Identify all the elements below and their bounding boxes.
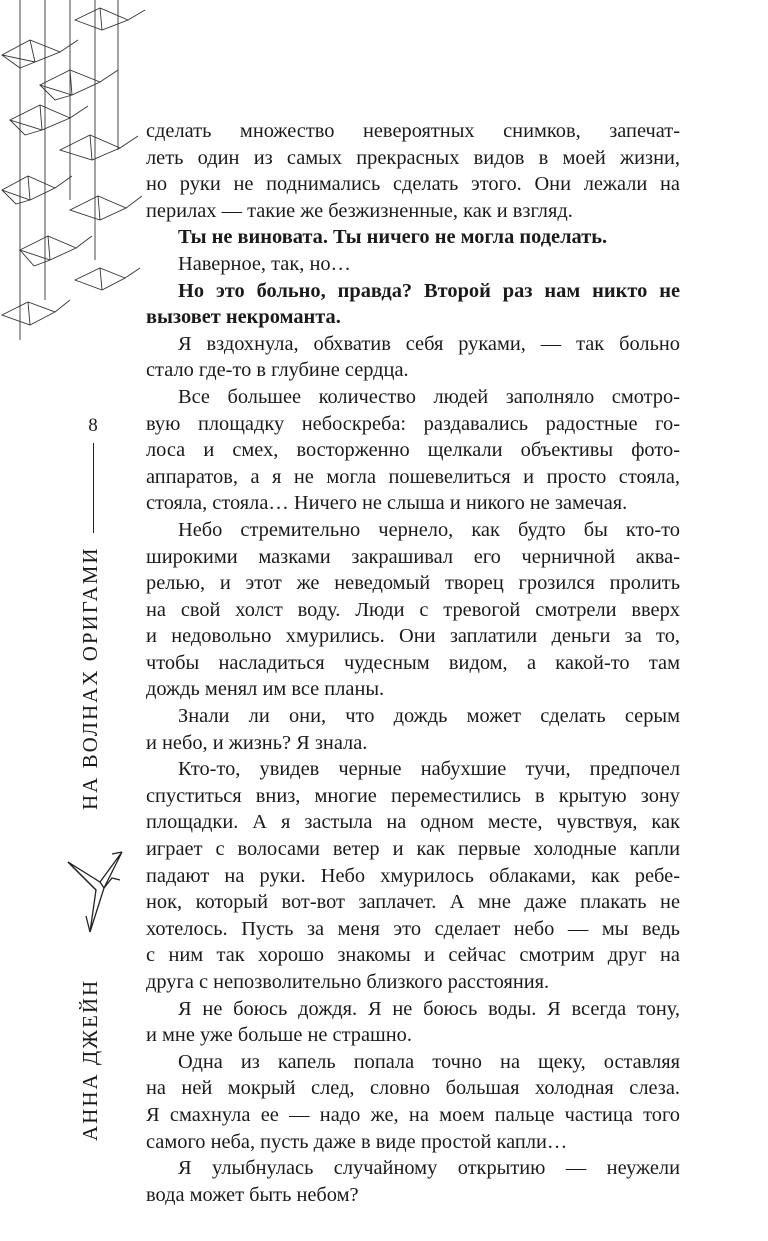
- text-line: и небо, и жизнь? Я знала.: [146, 731, 368, 754]
- text-line: стояла, стояла… Ничего не слыша и никого не замечая.: [146, 492, 628, 515]
- text-line: с ним так хорошо знакомы и сейчас смотрим друг на: [146, 944, 680, 967]
- text-line: падают на руки. Небо хмурилось облаками, как ребе-: [146, 864, 680, 887]
- running-title: НА ВОЛНАХ ОРИГАМИ: [78, 546, 102, 810]
- text-line: Все большее количество людей заполняло смотро-: [178, 385, 680, 408]
- text-line: перилах — такие же безжизненные, как и взгляд.: [146, 199, 573, 222]
- text-line: спуститься вниз, многие переместились в крытую зону: [146, 784, 680, 807]
- text-line: играет с волосами ветер и как первые холодные капли: [146, 838, 680, 861]
- text-line: Небо стремительно чернело, как будто бы кто-то: [178, 518, 680, 541]
- text-line: площадки. А я застыла на одном месте, чувствуя, как: [146, 811, 680, 834]
- text-line: Одна из капель попала точно на щеку, оставляя: [178, 1050, 680, 1073]
- text-line: самого неба, пусть даже в виде простой капли…: [146, 1130, 568, 1153]
- text-line: Я улыбнулась случайному открытию — неужели: [178, 1157, 680, 1180]
- origami-crane-icon: [60, 832, 130, 942]
- text-line: леть один из самых прекрасных видов в моей жизни,: [146, 146, 680, 169]
- text-line-bold: Но это больно, правда? Второй раз нам никто не: [178, 279, 680, 302]
- text-line: Я вздохнула, обхватив себя руками, — так больно: [178, 332, 680, 355]
- running-author: АННА ДЖЕЙН: [78, 978, 102, 1142]
- origami-cranes-illustration: [0, 0, 150, 345]
- body-text: [146, 118, 680, 1208]
- text-line: Я смахнула ее — надо же, на моем пальце частица того: [146, 1103, 680, 1126]
- text-line: Знали ли они, что дождь может сделать серым: [178, 705, 680, 728]
- text-line: но руки не поднимались сделать этого. Они лежали на: [146, 173, 680, 196]
- text-line: сделать множество невероятных снимков, запечат-: [146, 120, 680, 142]
- page-number: 8: [88, 415, 98, 436]
- text-line: вую площадку небоскреба: раздавались радостные го-: [146, 412, 680, 435]
- text-line: Я не боюсь дождя. Я не боюсь воды. Я всегда тону,: [178, 997, 680, 1020]
- text-line: аппаратов, а я не могла пошевелиться и просто стояла,: [146, 465, 680, 488]
- text-line: на свой холст воду. Люди с тревогой смотрели вверх: [146, 598, 680, 621]
- text-line: на ней мокрый след, словно большая холодная слеза.: [146, 1077, 680, 1100]
- text-line: Кто-то, увидев черные набухшие тучи, предпочел: [178, 758, 680, 781]
- text-line: хотелось. Пусть за меня это сделает небо — мы ведь: [146, 917, 680, 940]
- text-line-bold: Ты не виновата. Ты ничего не могла поделать.: [178, 226, 608, 249]
- text-line: вода может быть небом?: [146, 1183, 359, 1206]
- text-line: чтобы насладиться чудесным видом, а какой-то там: [146, 651, 680, 674]
- text-line: релью, и этот же неведомый творец грозился пролить: [146, 572, 680, 595]
- text-line: широкими мазками закрашивал его черничной аква-: [146, 545, 680, 568]
- text-line: Наверное, так, но…: [178, 252, 351, 275]
- text-line: и недовольно хмурились. Они заплатили деньги за то,: [146, 625, 680, 648]
- text-line: друга с непозволительно близкого расстояния.: [146, 971, 550, 993]
- text-line: лоса и смех, восторженно щелкали объективы фото-: [146, 439, 680, 462]
- text-line-bold: вызовет некроманта.: [146, 306, 341, 329]
- text-line: нок, который вот-вот заплачет. А мне даже плакать не: [146, 891, 680, 914]
- text-line: дождь менял им все планы.: [146, 678, 385, 701]
- page-number-rule: [93, 443, 94, 533]
- text-line: стало где-то в глубине сердца.: [146, 359, 409, 382]
- text-line: и мне уже больше не страшно.: [146, 1024, 412, 1047]
